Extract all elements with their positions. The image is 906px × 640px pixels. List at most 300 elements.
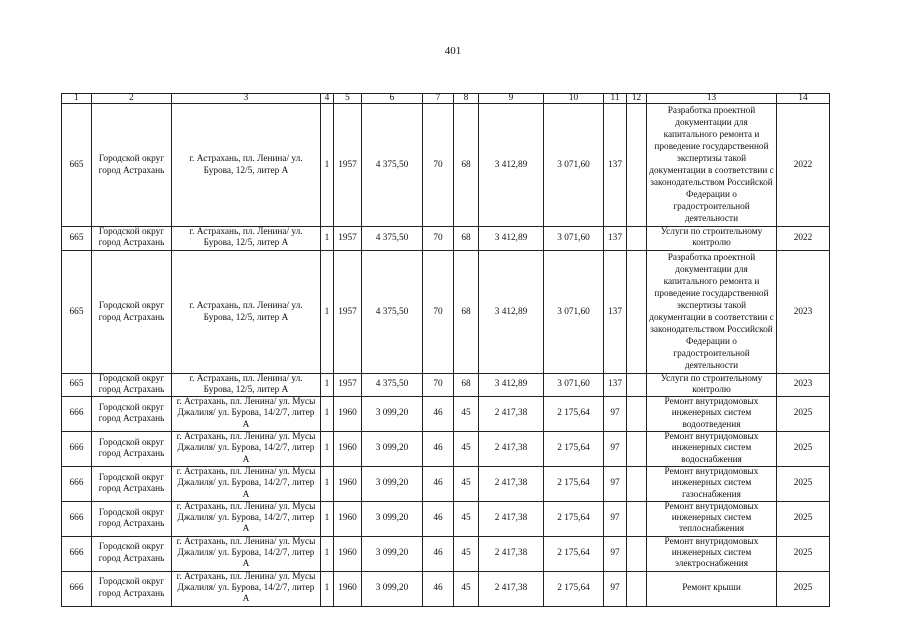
header-cell-col-2: 2 (92, 94, 172, 104)
col-14-cell (777, 501, 830, 536)
cell-line: Джалиля/ ул. Бурова, 14/2/7, литер (177, 478, 315, 489)
address-cell (172, 104, 321, 227)
header-cell-col-6: 6 (362, 94, 423, 104)
cell-line: контролю (692, 238, 731, 249)
header-row (62, 94, 830, 104)
cell-line: 3 412,89 (494, 379, 528, 390)
cell-line: город Астрахань (98, 166, 165, 176)
address-cell (172, 227, 321, 251)
cell-line: город Астрахань (98, 238, 165, 249)
cell-line: 46 (433, 548, 443, 559)
cell-line: 666 (69, 408, 84, 419)
col-9-cell (479, 501, 544, 536)
cell-line: г. Астрахань, пл. Ленина/ ул. (189, 154, 303, 164)
cell-line: 665 (69, 379, 84, 390)
col-14-cell (777, 373, 830, 397)
col-4-cell (321, 466, 334, 501)
cell-line: 97 (610, 443, 620, 454)
col-8-cell (454, 373, 479, 397)
cell-line: А (242, 594, 250, 605)
col-9-cell (479, 571, 544, 606)
address-cell (172, 466, 321, 501)
header-cell-col-14: 14 (777, 94, 830, 104)
col-10-cell (544, 536, 604, 571)
cell-line: газоснабжения (682, 489, 741, 500)
cell-line: 666 (69, 513, 84, 524)
col-8-cell (454, 104, 479, 227)
municipality-cell (92, 571, 172, 606)
cell-line: инженерных систем (671, 513, 752, 524)
cell-line: 45 (461, 548, 471, 559)
work-description-cell (647, 104, 777, 227)
cell-line: 1957 (338, 160, 357, 170)
cell-line: экспертизы такой (676, 300, 747, 311)
cell-line: 2 175,64 (557, 408, 590, 419)
cell-line: градостроительной (673, 348, 750, 359)
cell-line: Бурова, 12/5, литер А (203, 384, 289, 395)
cell-line: Городской округ (98, 577, 165, 588)
cell-line: 1 (324, 478, 330, 489)
cell-line: Ремонт внутридомовых (664, 536, 759, 547)
cell-line: 1 (324, 232, 330, 243)
col-11-cell (604, 536, 627, 571)
cell-line: Ремонт внутридомовых (664, 432, 759, 443)
cell-line: Городской округ (98, 402, 165, 413)
cell-line: Городской округ (98, 437, 165, 448)
col-4-cell (321, 397, 334, 432)
address-cell (172, 373, 321, 397)
municipality-cell (92, 501, 172, 536)
cell-line: 2 175,64 (557, 478, 590, 489)
cell-line: Ремонт крыши (682, 582, 741, 593)
cell-line: 666 (69, 443, 84, 454)
col-11-cell (604, 501, 627, 536)
cell-line: 46 (433, 408, 443, 419)
cell-line: 2 175,64 (557, 513, 590, 524)
col-4-cell (321, 227, 334, 251)
col-12-cell (627, 250, 647, 373)
cell-line: 45 (461, 408, 471, 419)
record-number-cell (62, 466, 92, 501)
cell-line: 666 (69, 478, 84, 489)
cell-line: город Астрахань (98, 483, 165, 494)
col-11-cell (604, 466, 627, 501)
cell-line: 2025 (793, 548, 813, 559)
cell-line: 4 375,50 (375, 379, 409, 390)
work-description-cell (647, 536, 777, 571)
municipality-cell (92, 466, 172, 501)
cell-line: капитального ремонта и (663, 130, 760, 140)
cell-line: 1 (324, 513, 330, 524)
work-description-cell (647, 571, 777, 606)
col-7-cell (423, 227, 454, 251)
cell-line: 2025 (793, 443, 813, 454)
cell-line: инженерных систем (671, 443, 752, 454)
cell-line: Джалиля/ ул. Бурова, 14/2/7, литер (177, 548, 315, 559)
address-cell (172, 501, 321, 536)
col-5-cell (334, 373, 362, 397)
cell-line: 3 099,20 (375, 443, 409, 454)
col-14-cell (777, 250, 830, 373)
header-cell-col-7: 7 (423, 94, 454, 104)
table-row (62, 397, 830, 432)
cell-line: инженерных систем (671, 548, 752, 559)
col-9-cell (479, 373, 544, 397)
cell-line: г. Астрахань, пл. Ленина/ ул. Мусы (176, 397, 316, 408)
header-cell-col-11: 11 (604, 94, 627, 104)
col-14-cell (777, 227, 830, 251)
table-row (62, 373, 830, 397)
cell-line: г. Астрахань, пл. Ленина/ ул. Мусы (176, 432, 316, 443)
cell-line: г. Астрахань, пл. Ленина/ ул. Мусы (176, 466, 316, 477)
record-number-cell (62, 227, 92, 251)
cell-line: экспертизы такой (676, 154, 747, 164)
col-10-cell (544, 227, 604, 251)
cell-line: 3 099,20 (375, 582, 409, 593)
col-4-cell (321, 432, 334, 467)
cell-line: г. Астрахань, пл. Ленина/ ул. Мусы (176, 571, 316, 582)
cell-line: Ремонт внутридомовых (664, 397, 759, 408)
header-cell-col-5: 5 (334, 94, 362, 104)
cell-line: Ремонт внутридомовых (664, 466, 759, 477)
col-11-cell (604, 250, 627, 373)
cell-line: электроснабжения (674, 559, 749, 570)
table-row (62, 432, 830, 467)
work-description-cell (647, 501, 777, 536)
cell-line: г. Астрахань, пл. Ленина/ ул. (189, 373, 303, 384)
cell-line: Федерации о (686, 190, 737, 200)
col-5-cell (334, 501, 362, 536)
cell-line: Бурова, 12/5, литер А (203, 166, 289, 176)
cell-line: 68 (461, 379, 471, 390)
cell-line: 97 (610, 513, 620, 524)
col-14-cell (777, 432, 830, 467)
col-5-cell (334, 466, 362, 501)
cell-line: 666 (69, 548, 84, 559)
col-7-cell (423, 536, 454, 571)
record-number-cell (62, 536, 92, 571)
cell-line: 97 (610, 478, 620, 489)
cell-line: 68 (461, 160, 471, 170)
municipality-cell (92, 373, 172, 397)
cell-line: 1960 (338, 548, 357, 559)
col-7-cell (423, 571, 454, 606)
col-10-cell (544, 432, 604, 467)
cell-line: 1960 (338, 443, 357, 454)
cell-line: город Астрахань (98, 384, 165, 395)
cell-line: 1957 (338, 306, 357, 317)
cell-line: 3 412,89 (494, 232, 528, 243)
cell-line: 2022 (793, 232, 813, 243)
cell-line: 45 (461, 513, 471, 524)
col-12-cell (627, 432, 647, 467)
cell-line: 2025 (793, 478, 813, 489)
cell-line: город Астрахань (98, 414, 165, 425)
address-cell (172, 536, 321, 571)
record-number-cell (62, 571, 92, 606)
cell-line: 3 099,20 (375, 478, 409, 489)
header-cell-col-8: 8 (454, 94, 479, 104)
cell-line: 665 (69, 232, 84, 243)
col-8-cell (454, 536, 479, 571)
col-12-cell (627, 397, 647, 432)
col-11-cell (604, 432, 627, 467)
col-6-cell (362, 397, 423, 432)
col-7-cell (423, 250, 454, 373)
municipality-cell (92, 250, 172, 373)
cell-line: 45 (461, 443, 471, 454)
cell-line: 2025 (793, 513, 813, 524)
cell-line: 1960 (338, 478, 357, 489)
cell-line: Услуги по строительному (660, 227, 763, 237)
cell-line: г. Астрахань, пл. Ленина/ ул. Мусы (176, 501, 316, 512)
col-12-cell (627, 501, 647, 536)
col-8-cell (454, 227, 479, 251)
cell-line: 3 071,60 (557, 379, 590, 390)
cell-line: 46 (433, 513, 443, 524)
col-7-cell (423, 397, 454, 432)
cell-line: 2 417,38 (494, 443, 528, 454)
work-description-cell (647, 466, 777, 501)
municipality-cell (92, 104, 172, 227)
col-14-cell (777, 104, 830, 227)
cell-line: 1 (324, 306, 330, 317)
col-11-cell (604, 571, 627, 606)
col-4-cell (321, 250, 334, 373)
cell-line: 1 (324, 548, 330, 559)
cell-line: А (242, 489, 250, 500)
record-number-cell (62, 397, 92, 432)
col-9-cell (479, 104, 544, 227)
cell-line: 2023 (793, 306, 813, 317)
header-cell-col-3: 3 (172, 94, 321, 104)
work-description-cell (647, 227, 777, 251)
table-row (62, 104, 830, 227)
col-9-cell (479, 432, 544, 467)
cell-line: г. Астрахань, пл. Ленина/ ул. (189, 227, 303, 237)
work-description-cell (647, 397, 777, 432)
address-cell (172, 250, 321, 373)
cell-line: 1960 (338, 408, 357, 419)
cell-line: инженерных систем (671, 408, 752, 419)
cell-line: Городской округ (98, 542, 165, 553)
cell-line: законодательством Российской (650, 178, 773, 188)
col-12-cell (627, 104, 647, 227)
col-5-cell (334, 104, 362, 227)
cell-line: А (242, 524, 250, 535)
col-6-cell (362, 501, 423, 536)
cell-line: 3 099,20 (375, 408, 409, 419)
cell-line: 666 (69, 582, 84, 593)
cell-line: Джалиля/ ул. Бурова, 14/2/7, литер (177, 582, 315, 593)
header-cell-col-12: 12 (627, 94, 647, 104)
col-5-cell (334, 571, 362, 606)
col-6-cell (362, 227, 423, 251)
work-description-cell (647, 432, 777, 467)
col-8-cell (454, 571, 479, 606)
cell-line: 2 175,64 (557, 548, 590, 559)
col-4-cell (321, 501, 334, 536)
cell-line: 1 (324, 582, 330, 593)
cell-line: 665 (69, 306, 84, 317)
col-5-cell (334, 250, 362, 373)
cell-line: Бурова, 12/5, литер А (203, 312, 289, 323)
cell-line: 1 (324, 443, 330, 454)
cell-line: Джалиля/ ул. Бурова, 14/2/7, литер (177, 513, 315, 524)
cell-line: Городской округ (98, 300, 165, 311)
cell-line: Разработка проектной (667, 252, 756, 263)
cell-line: город Астрахань (98, 449, 165, 460)
col-8-cell (454, 501, 479, 536)
col-8-cell (454, 250, 479, 373)
cell-line: Джалиля/ ул. Бурова, 14/2/7, литер (177, 443, 315, 454)
work-description-cell (647, 373, 777, 397)
cell-line: 2 417,38 (494, 408, 528, 419)
cell-line: капитального ремонта и (663, 276, 760, 287)
col-10-cell (544, 466, 604, 501)
table-row (62, 227, 830, 251)
cell-line: 46 (433, 478, 443, 489)
cell-line: 2 417,38 (494, 513, 528, 524)
cell-line: 2025 (793, 408, 813, 419)
cell-line: Услуги по строительному (660, 373, 763, 384)
col-5-cell (334, 536, 362, 571)
col-11-cell (604, 104, 627, 227)
address-cell (172, 432, 321, 467)
col-6-cell (362, 571, 423, 606)
col-4-cell (321, 373, 334, 397)
cell-line: 46 (433, 582, 443, 593)
cell-line: Городской округ (98, 154, 165, 164)
cell-line: документации для (675, 118, 748, 128)
col-6-cell (362, 104, 423, 227)
cell-line: Городской округ (98, 227, 165, 237)
header-cell-col-1: 1 (62, 94, 92, 104)
cell-line: документации в соответствии с (649, 312, 774, 323)
cell-line: г. Астрахань, пл. Ленина/ ул. Мусы (176, 536, 316, 547)
col-12-cell (627, 466, 647, 501)
table-row (62, 501, 830, 536)
cell-line: 2 175,64 (557, 443, 590, 454)
cell-line: Городской округ (98, 472, 165, 483)
cell-line: водоотведения (682, 419, 741, 430)
col-11-cell (604, 227, 627, 251)
col-14-cell (777, 466, 830, 501)
municipality-cell (92, 397, 172, 432)
col-14-cell (777, 397, 830, 432)
cell-line: 4 375,50 (375, 306, 409, 317)
cell-line: 68 (461, 232, 471, 243)
cell-line: 3 412,89 (494, 306, 528, 317)
cell-line: 3 099,20 (375, 513, 409, 524)
col-4-cell (321, 536, 334, 571)
cell-line: 97 (610, 408, 620, 419)
cell-line: А (242, 419, 250, 430)
col-6-cell (362, 466, 423, 501)
col-9-cell (479, 250, 544, 373)
cell-line: градостроительной (673, 202, 750, 212)
cell-line: Джалиля/ ул. Бурова, 14/2/7, литер (177, 408, 315, 419)
cell-line: 3 412,89 (494, 160, 528, 170)
work-description-cell (647, 250, 777, 373)
cell-line: 137 (608, 379, 622, 390)
cell-line: 137 (608, 160, 622, 170)
cell-line: 45 (461, 478, 471, 489)
col-10-cell (544, 501, 604, 536)
cell-line: деятельности (684, 214, 739, 224)
cell-line: Федерации о (686, 336, 737, 347)
cell-line: 1960 (338, 582, 357, 593)
cell-line: документации в соответствии с (649, 166, 774, 176)
cell-line: Городской округ (98, 373, 165, 384)
table-row (62, 466, 830, 501)
col-6-cell (362, 432, 423, 467)
cell-line: 137 (608, 232, 622, 243)
col-9-cell (479, 466, 544, 501)
cell-line: Ремонт внутридомовых (664, 501, 759, 512)
table-row (62, 250, 830, 373)
cell-line: проведение государственной (654, 288, 769, 299)
cell-line: 1957 (338, 379, 357, 390)
cell-line: документации для (675, 264, 748, 275)
cell-line: 70 (433, 306, 443, 317)
cell-line: 1 (324, 379, 330, 390)
table-row (62, 536, 830, 571)
header-cell-col-9: 9 (479, 94, 544, 104)
col-10-cell (544, 397, 604, 432)
municipality-cell (92, 432, 172, 467)
col-14-cell (777, 536, 830, 571)
record-number-cell (62, 104, 92, 227)
cell-line: контролю (692, 384, 731, 395)
col-10-cell (544, 104, 604, 227)
cell-line: 3 099,20 (375, 548, 409, 559)
record-number-cell (62, 373, 92, 397)
cell-line: 2 417,38 (494, 478, 528, 489)
col-5-cell (334, 432, 362, 467)
col-10-cell (544, 250, 604, 373)
cell-line: 46 (433, 443, 443, 454)
col-6-cell (362, 373, 423, 397)
col-5-cell (334, 397, 362, 432)
address-cell (172, 571, 321, 606)
cell-line: г. Астрахань, пл. Ленина/ ул. (189, 300, 303, 311)
col-10-cell (544, 571, 604, 606)
col-7-cell (423, 373, 454, 397)
cell-line: город Астрахань (98, 518, 165, 529)
cell-line: 2023 (793, 379, 813, 390)
col-5-cell (334, 227, 362, 251)
municipality-cell (92, 227, 172, 251)
data-table (61, 93, 830, 607)
address-cell (172, 397, 321, 432)
col-12-cell (627, 571, 647, 606)
cell-line: 4 375,50 (375, 232, 409, 243)
table-body (62, 104, 830, 607)
col-9-cell (479, 536, 544, 571)
cell-line: 70 (433, 232, 443, 243)
cell-line: Разработка проектной (667, 106, 756, 116)
cell-line: 2025 (793, 582, 813, 593)
col-14-cell (777, 571, 830, 606)
col-10-cell (544, 373, 604, 397)
cell-line: водоснабжения (681, 454, 742, 465)
record-number-cell (62, 250, 92, 373)
col-12-cell (627, 373, 647, 397)
cell-line: 3 071,60 (557, 232, 590, 243)
cell-line: Городской округ (98, 507, 165, 518)
col-12-cell (627, 536, 647, 571)
